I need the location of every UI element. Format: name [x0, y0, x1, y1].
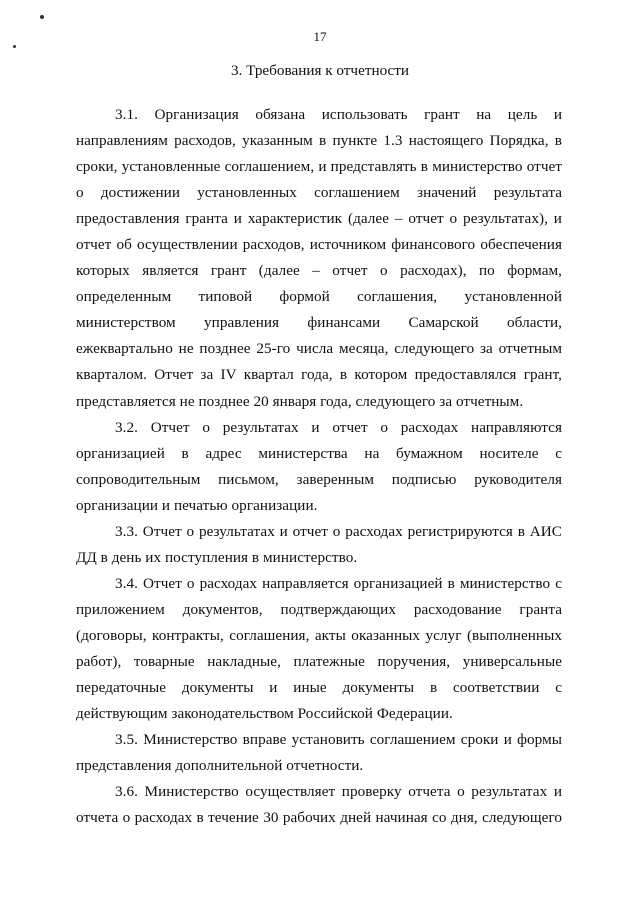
document-body: [76, 102, 562, 831]
paragraph-3-3: 3.3. Отчет о результатах и отчет о расходах регистрируются в АИС ДД в день их поступления в министерство.: [76, 522, 562, 566]
paragraph-3-6: 3.6. Министерство осуществляет проверку отчета о результатах и отчета о расходах в течение 30 рабочих дней начиная со дня, следующего: [76, 783, 562, 827]
paragraph-3-2: 3.2. Отчет о результатах и отчет о расходах направляются организацией в адрес министерства на бумажном носителе с сопроводительным письмом, заверенным подписью руководителя организации и печатью организации.: [76, 418, 562, 514]
paragraph-3-1: 3.1. Организация обязана использовать грант на цель и направлениям расходов, указанным в пункте 1.3 настоящего Порядка, в сроки, установленные соглашением, и представлять в министерство отчет о достижении установленных соглашением значений результата предоставления гранта и характеристик (далее – отчет о результатах), и отчет об осуществлении расходов, источником финансового обеспечения которых является грант (далее – отчет о расходах), по формам, определенным типовой формой соглашения, установленной министерством управления финансами Самарской области, ежеквартально не позднее 25-го числа месяца, следующего за отчетным кварталом. Отчет за IV квартал года, в котором предоставлялся грант, представляется не позднее 20 января года, следующего за отчетным.: [76, 106, 562, 410]
paragraph-3-4: 3.4. Отчет о расходах направляется организацией в министерство с приложением документов, подтверждающих расходование гранта (договоры, контракты, соглашения, акты оказанных услуг (выполненных работ), товарные накладные, платежные поручения, универсальные передаточные документы и иные документы в соответствии с действующим законодательством Российской Федерации.: [76, 574, 562, 723]
page-number: 17: [313, 29, 327, 44]
section-title: 3. Требования к отчетности: [230, 62, 410, 79]
scan-speck: [40, 15, 44, 19]
scan-speck: [13, 45, 16, 48]
paragraph-3-5: 3.5. Министерство вправе установить соглашением сроки и формы представления дополнительной отчетности.: [76, 731, 562, 775]
